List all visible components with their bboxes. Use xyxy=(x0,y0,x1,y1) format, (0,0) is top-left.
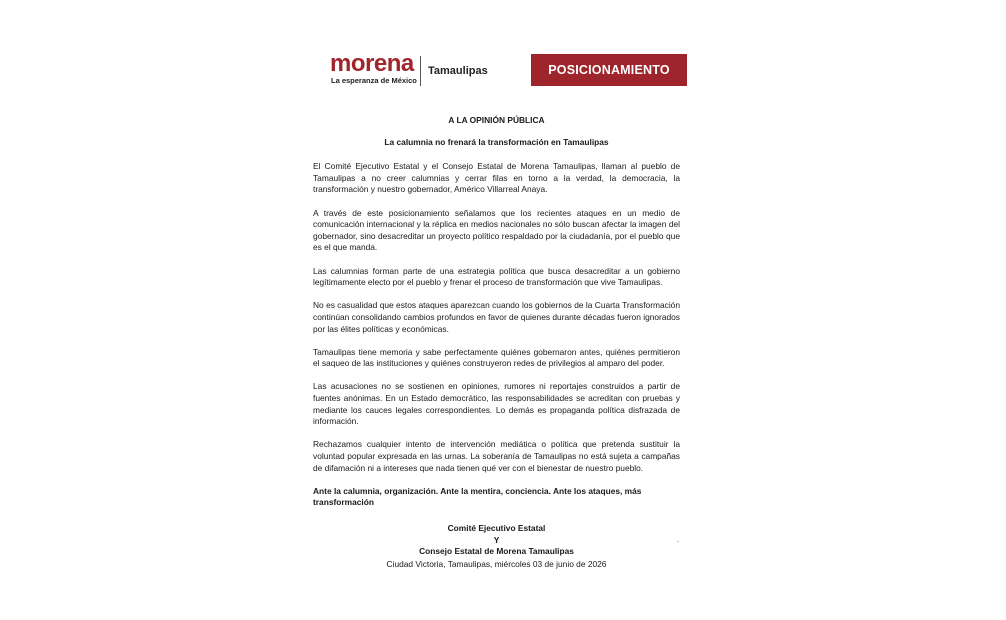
document-body xyxy=(313,115,680,558)
paragraph-7: Rechazamos cualquier intento de intervención mediática o política que pretenda sustituir la voluntad popular expresada en las urnas. La soberanía de Tamaulipas no está sujeta a campañas de difamación ni a intereses que nada tienen qué ver con el bienestar de nuestro pueblo. xyxy=(313,439,680,473)
stray-mark: . xyxy=(677,535,680,544)
paragraph-6: Las acusaciones no se sostienen en opiniones, rumores ni reportajes construidos a partir de fuentes anónimas. En un Estado democrático, las responsabilidades se acreditan con pruebas y mediante los cauces legales correspondientes. Lo demás es propaganda política disfrazada de información. xyxy=(313,381,680,427)
posicionamiento-banner: POSICIONAMIENTO xyxy=(531,54,687,86)
document-header xyxy=(330,52,688,88)
signature-line-2: Y xyxy=(493,534,500,545)
paragraph-3: Las calumnias forman parte de una estrategia política que busca desacreditar a un gobierno legítimamente electo por el pueblo y frenar el proceso de transformación que vive Tamaulipas. xyxy=(313,265,680,288)
addressee: A LA OPINIÓN PÚBLICA xyxy=(448,115,545,125)
state-name: Tamaulipas xyxy=(428,65,488,77)
document-title: La calumnia no frenará la transformación en Tamaulipas xyxy=(384,136,609,147)
paragraph-1: El Comité Ejecutivo Estatal y el Consejo Estatal de Morena Tamaulipas, llaman al pueblo de Tamaulipas a no creer calumnias y cerrar filas en torno a la verdad, la democracia, la transformación y nuestro gobernador, Américo Villarreal Anaya. xyxy=(313,161,680,195)
signature-line-1: Comité Ejecutivo Estatal xyxy=(447,523,546,533)
closing-slogan: Ante la calumnia, organización. Ante la mentira, conciencia. Ante los ataques, más transformación xyxy=(313,485,642,508)
signature-line-3: Consejo Estatal de Morena Tamaulipas xyxy=(419,546,574,557)
paragraph-4: No es casualidad que estos ataques aparezcan cuando los gobiernos de la Cuarta Transformación continúan consolidando cambios profundos en favor de quienes durante décadas fueron ignorados por las élites políticas y económicas. xyxy=(313,300,680,334)
paragraph-2: A través de este posicionamiento señalamos que los recientes ataques en un medio de comunicación internacional y la réplica en medios nacionales no sólo buscan afectar la imagen del gobernador, sino desacreditar un proyecto político respaldado por la ciudadanía, por el pueblo que es el que manda. xyxy=(313,207,680,253)
header-divider xyxy=(420,56,421,86)
morena-logo: morena xyxy=(330,50,414,77)
paragraph-5: Tamaulipas tiene memoria y sabe perfectamente quiénes gobernaron antes, quiénes permitieron el saqueo de las instituciones y quiénes construyeron redes de privilegios al amparo del poder. xyxy=(313,346,680,369)
place-date: Ciudad Victoria, Tamaulipas, miércoles 03 de junio de 2026 xyxy=(386,559,607,569)
logo-tagline: La esperanza de México xyxy=(331,76,417,85)
